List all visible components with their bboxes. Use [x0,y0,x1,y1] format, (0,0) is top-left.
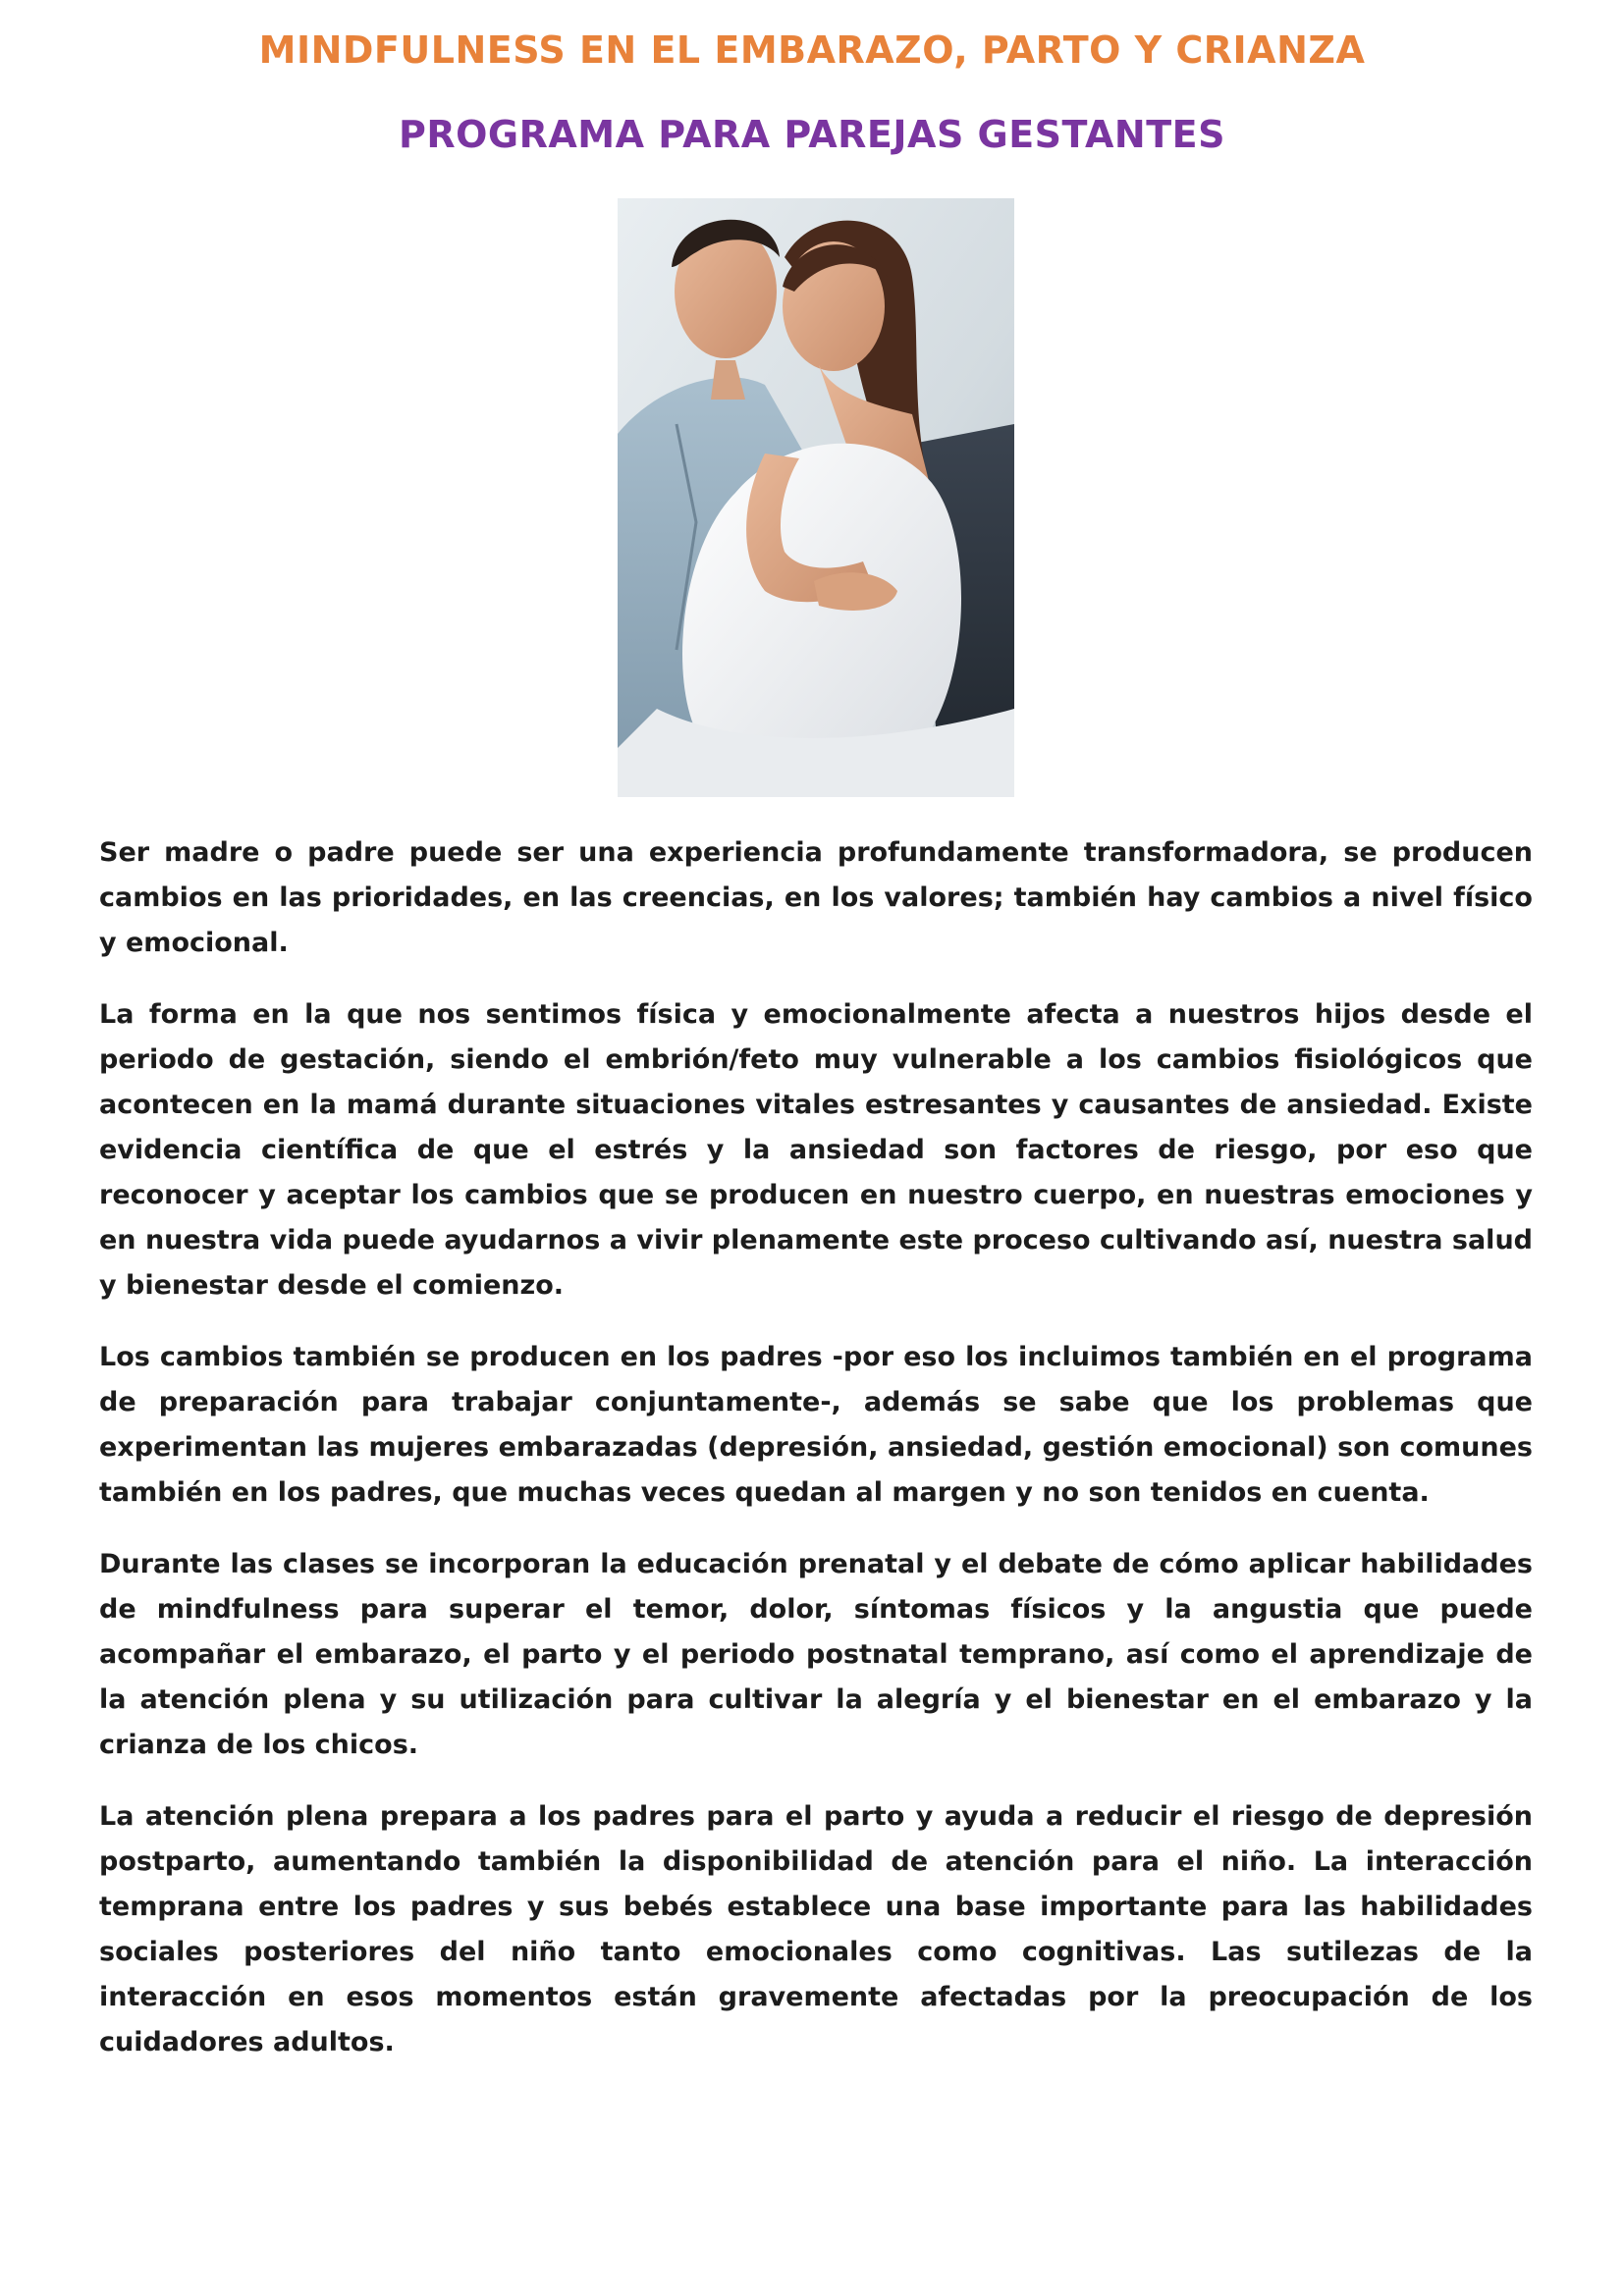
paragraph: Durante las clases se incorporan la educación prenatal y el debate de cómo aplicar habilidades de mindfulness para superar el temor, dolor, síntomas físicos y la angustia que puede acompañar el embarazo, el parto y el periodo postnatal temprano, así como el aprendizaje de la atención plena y su utilización para cultivar la alegría y el bienestar en el embarazo y la crianza de los chicos. [99,1549,1533,1760]
paragraph: La atención plena prepara a los padres para el parto y ayuda a reducir el riesgo de depresión postparto, aumentando también la disponibilidad de atención para el niño. La interacción temprana entre los padres y sus bebés establece una base importante para las habilidades sociales posteriores del niño tanto emocionales como cognitivas. Las sutilezas de la interacción en esos momentos están gravemente afectadas por la preocupación de los cuidadores adultos. [99,1801,1533,2057]
paragraph: Ser madre o padre puede ser una experiencia profundamente transformadora, se producen cambios en las prioridades, en las creencias, en los valores; también hay cambios a nivel físico y emocional. [99,837,1533,958]
paragraph: La forma en la que nos sentimos física y emocionalmente afecta a nuestros hijos desde el periodo de gestación, siendo el embrión/feto muy vulnerable a los cambios fisiológicos que acontecen en la mamá durante situaciones vitales estresantes y causantes de ansiedad. Existe evidencia científica de que el estrés y la ansiedad son factores de riesgo, por eso que reconocer y aceptar los cambios que se producen en nuestro cuerpo, en nuestras emociones y en nuestra vida puede ayudarnos a vivir plenamente este proceso cultivando así, nuestra salud y bienestar desde el comienzo. [99,999,1533,1301]
page-subtitle: PROGRAMA PARA PAREJAS GESTANTES [399,113,1225,156]
couple-photo [618,198,1014,797]
body-text [99,830,1533,2092]
paragraph: Los cambios también se producen en los padres -por eso los incluimos también en el programa de preparación para trabajar conjuntamente-, además se sabe que los problemas que experimentan las mujeres embarazadas (depresión, ansiedad, gestión emocional) son comunes también en los padres, que muchas veces quedan al margen y no son tenidos en cuenta. [99,1342,1533,1508]
page-title: MINDFULNESS EN EL EMBARAZO, PARTO Y CRIANZA [258,28,1366,72]
